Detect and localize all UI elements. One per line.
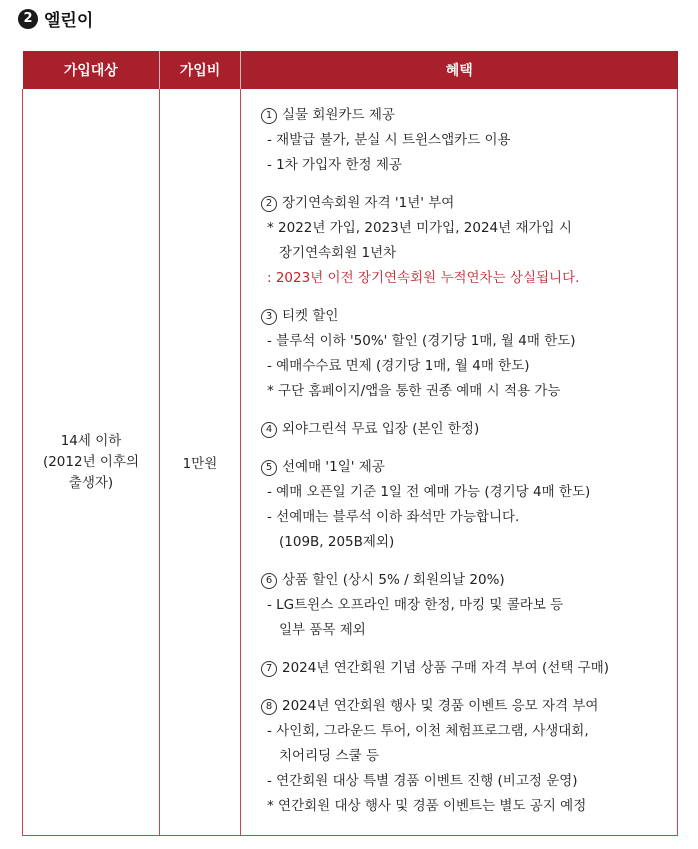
benefit-title [261,455,667,480]
benefit-title-text: 2024년 연간회원 기념 상품 구매 자격 부여 (선택 구매) [282,660,609,676]
benefit-item [261,417,667,442]
benefit-title-text: 실물 회원카드 제공 [282,107,395,123]
benefit-title-text: 티켓 할인 [282,308,339,324]
benefit-number-badge: 2 [261,196,277,212]
benefit-title-text: 장기연속회원 자격 '1년' 부여 [282,195,455,211]
benefit-title [261,694,667,719]
section-title: 엘린이 [44,11,94,31]
benefit-detail-line: - 1차 가입자 한정 제공 [267,157,402,173]
benefit-number-badge: 3 [261,309,277,325]
benefit-title [261,191,667,216]
benefit-detail-line: 치어리딩 스쿨 등 [279,748,379,764]
benefit-title [261,417,667,442]
benefit-title [261,103,667,128]
benefit-number-badge: 5 [261,460,277,476]
header-benefits: 혜택 [241,51,678,89]
benefit-detail-line: - 재발급 불가, 분실 시 트윈스앱카드 이용 [267,132,511,148]
benefit-detail-line: * 구단 홈페이지/앱을 통한 권종 예매 시 적용 가능 [267,383,561,399]
benefit-item [261,455,667,555]
benefit-number-badge: 6 [261,573,277,589]
benefit-detail-line: - 사인회, 그라운드 투어, 이천 체험프로그램, 사생대회, [267,723,589,739]
table-row [23,89,678,836]
target-line: 출생자) [68,474,114,491]
benefit-detail-line: - 예매수수료 면제 (경기당 1매, 월 4매 한도) [267,358,530,374]
target-cell [23,89,160,836]
benefit-title-text: 외야그린석 무료 입장 (본인 한정) [282,421,480,437]
table-header-row [23,51,678,89]
benefit-item [261,103,667,178]
benefit-detail-line: - 예매 오픈일 기준 1일 전 예매 가능 (경기당 4매 한도) [267,484,591,500]
benefit-detail-line: (109B, 205B제외) [279,534,395,550]
header-fee: 가입비 [160,51,241,89]
benefit-item [261,191,667,291]
benefit-title [261,304,667,329]
benefit-item [261,656,667,681]
benefit-title [261,656,667,681]
benefit-detail-line: * 2022년 가입, 2023년 미가입, 2024년 재가입 시 [267,220,572,236]
section-heading [18,6,93,31]
benefit-title-text: 선예매 '1일' 제공 [282,459,385,475]
benefits-cell [241,89,678,836]
benefit-detail-line: - 선예매는 블루석 이하 좌석만 가능합니다. [267,509,520,525]
benefit-detail-line: * 연간회원 대상 행사 및 경품 이벤트는 별도 공지 예정 [267,798,587,814]
benefit-detail-line: - 연간회원 대상 특별 경품 이벤트 진행 (비고정 운영) [267,773,578,789]
benefits-list [241,89,677,819]
fee-cell: 1만원 [160,89,241,836]
benefit-number-badge: 8 [261,699,277,715]
benefit-detail-line: 장기연속회원 1년차 [279,245,397,261]
section-number-badge: 2 [18,9,38,29]
benefit-item [261,694,667,819]
benefit-title-text: 상품 할인 (상시 5% / 회원의날 20%) [282,572,505,588]
benefit-item [261,568,667,643]
benefit-detail-line: - LG트윈스 오프라인 매장 한정, 마킹 및 콜라보 등 [267,597,564,613]
benefit-detail-line: - 블루석 이하 '50%' 할인 (경기당 1매, 월 4매 한도) [267,333,576,349]
benefit-title-text: 2024년 연간회원 행사 및 경품 이벤트 응모 자격 부여 [282,698,599,714]
benefit-number-badge: 1 [261,108,277,124]
benefit-number-badge: 4 [261,422,277,438]
benefit-item [261,304,667,404]
benefit-detail-line: 일부 품목 제외 [279,622,366,638]
membership-table [22,51,678,836]
benefit-title [261,568,667,593]
target-line: (2012년 이후의 [42,453,140,470]
target-line: 14세 이하 [60,432,122,449]
header-target: 가입대상 [23,51,160,89]
benefit-number-badge: 7 [261,661,277,677]
benefit-warning-line: : 2023년 이전 장기연속회원 누적연차는 상실됩니다. [267,270,580,286]
